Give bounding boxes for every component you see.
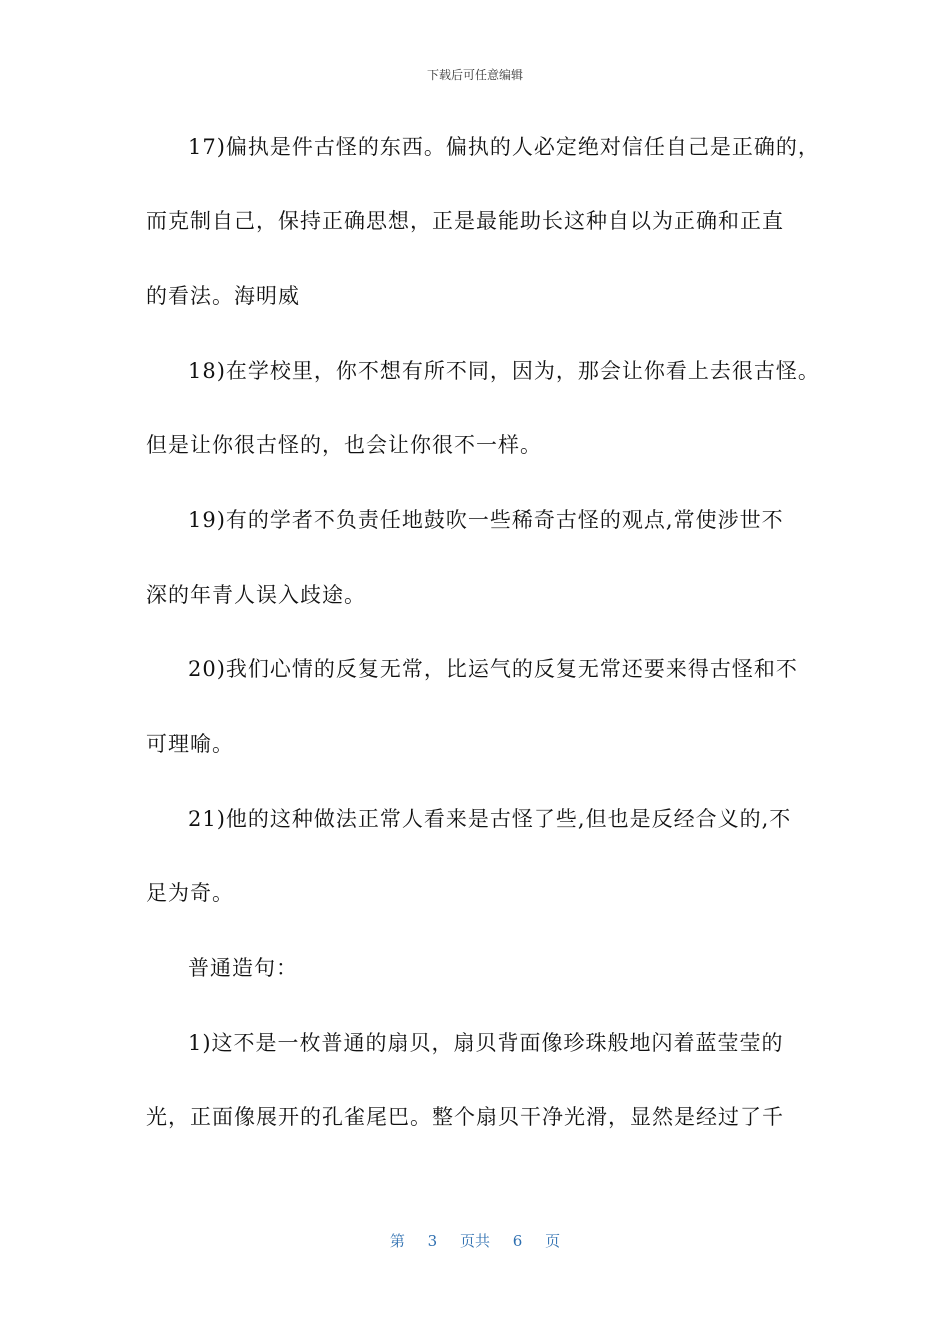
text-line: 18)在学校里，你不想有所不同，因为，那会让你看上去很古怪。 — [188, 359, 820, 383]
text-line: 而克制自己，保持正确思想，正是最能助长这种自以为正确和正直 — [146, 209, 784, 233]
text-line: 19)有的学者不负责任地鼓吹一些稀奇古怪的观点,常使涉世不 — [188, 508, 784, 532]
page-header: 下载后可任意编辑 — [426, 68, 523, 82]
text-line: 20)我们心情的反复无常，比运气的反复无常还要来得古怪和不 — [188, 657, 798, 681]
section-heading: 普通造句： — [188, 956, 298, 980]
text-line: 足为奇。 — [146, 881, 234, 905]
text-line: 的看法。海明威 — [146, 284, 300, 308]
footer-total-pages: 6 — [512, 1232, 523, 1250]
text-line: 但是让你很古怪的，也会让你很不一样。 — [146, 433, 542, 457]
footer-label-page: 第 — [389, 1232, 405, 1250]
text-line: 光，正面像展开的孔雀尾巴。整个扇贝干净光滑，显然是经过了千 — [146, 1105, 784, 1129]
text-line: 可理喻。 — [146, 732, 234, 756]
text-line: 深的年青人误入歧途。 — [146, 583, 366, 607]
footer-label-end: 页 — [545, 1232, 561, 1250]
text-line: 1)这不是一枚普通的扇贝，扇贝背面像珍珠般地闪着蓝莹莹的 — [188, 1031, 784, 1055]
page-footer — [0, 1230, 950, 1251]
footer-current-page: 3 — [427, 1232, 438, 1250]
text-line: 21)他的这种做法正常人看来是古怪了些,但也是反经合义的,不 — [188, 807, 792, 831]
footer-label-total: 页共 — [459, 1232, 490, 1250]
text-line: 17)偏执是件古怪的东西。偏执的人必定绝对信任自己是正确的， — [188, 135, 820, 159]
